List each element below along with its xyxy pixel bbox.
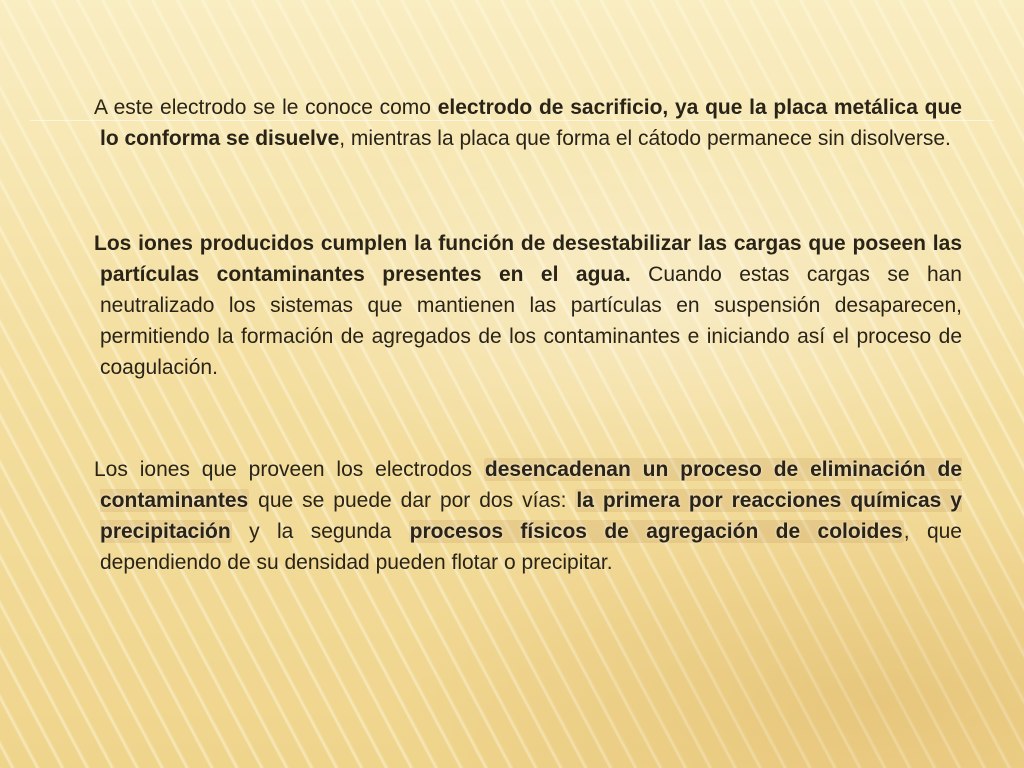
- p2-bold-text: Los iones producidos cumplen la función de desestabilizar las cargas que poseen las partículas contaminantes presentes en el agua.: [94, 232, 962, 286]
- p3-highlight-3: procesos físicos de agregación de coloides: [409, 520, 903, 543]
- paragraph-ions-function: [94, 228, 962, 383]
- p3-highlight-1: desencadenan un proceso de eliminación de contaminantes: [100, 458, 962, 512]
- p2-text: Cuando estas cargas se han neutralizado los sistemas que mantienen las partículas en suspensión desaparecen, permitiendo la formación de agregados de los contaminantes e iniciando así el proceso de coagulación.: [100, 263, 962, 379]
- p1-text-1: A este electrodo se le conoce como: [94, 96, 438, 119]
- p3-text-2: que se puede dar por dos vías:: [249, 489, 576, 512]
- slide-body: [94, 92, 962, 578]
- p1-bold-text: electrodo de sacrificio, ya que la placa metálica que lo conforma se disuelve: [100, 96, 962, 150]
- paragraph-sacrificial-electrode: [94, 92, 962, 154]
- p1-text-2: , mientras la placa que forma el cátodo permanece sin disolverse.: [339, 127, 951, 150]
- p3-text-4: , que dependiendo de su densidad pueden flotar o precipitar.: [100, 520, 962, 574]
- p3-text-3: y la segunda: [231, 520, 409, 543]
- paragraph-elimination-process: [94, 454, 962, 578]
- p3-highlight-2: la primera por reacciones químicas y precipitación: [100, 489, 962, 543]
- p3-text-1: Los iones que proveen los electrodos: [94, 458, 484, 481]
